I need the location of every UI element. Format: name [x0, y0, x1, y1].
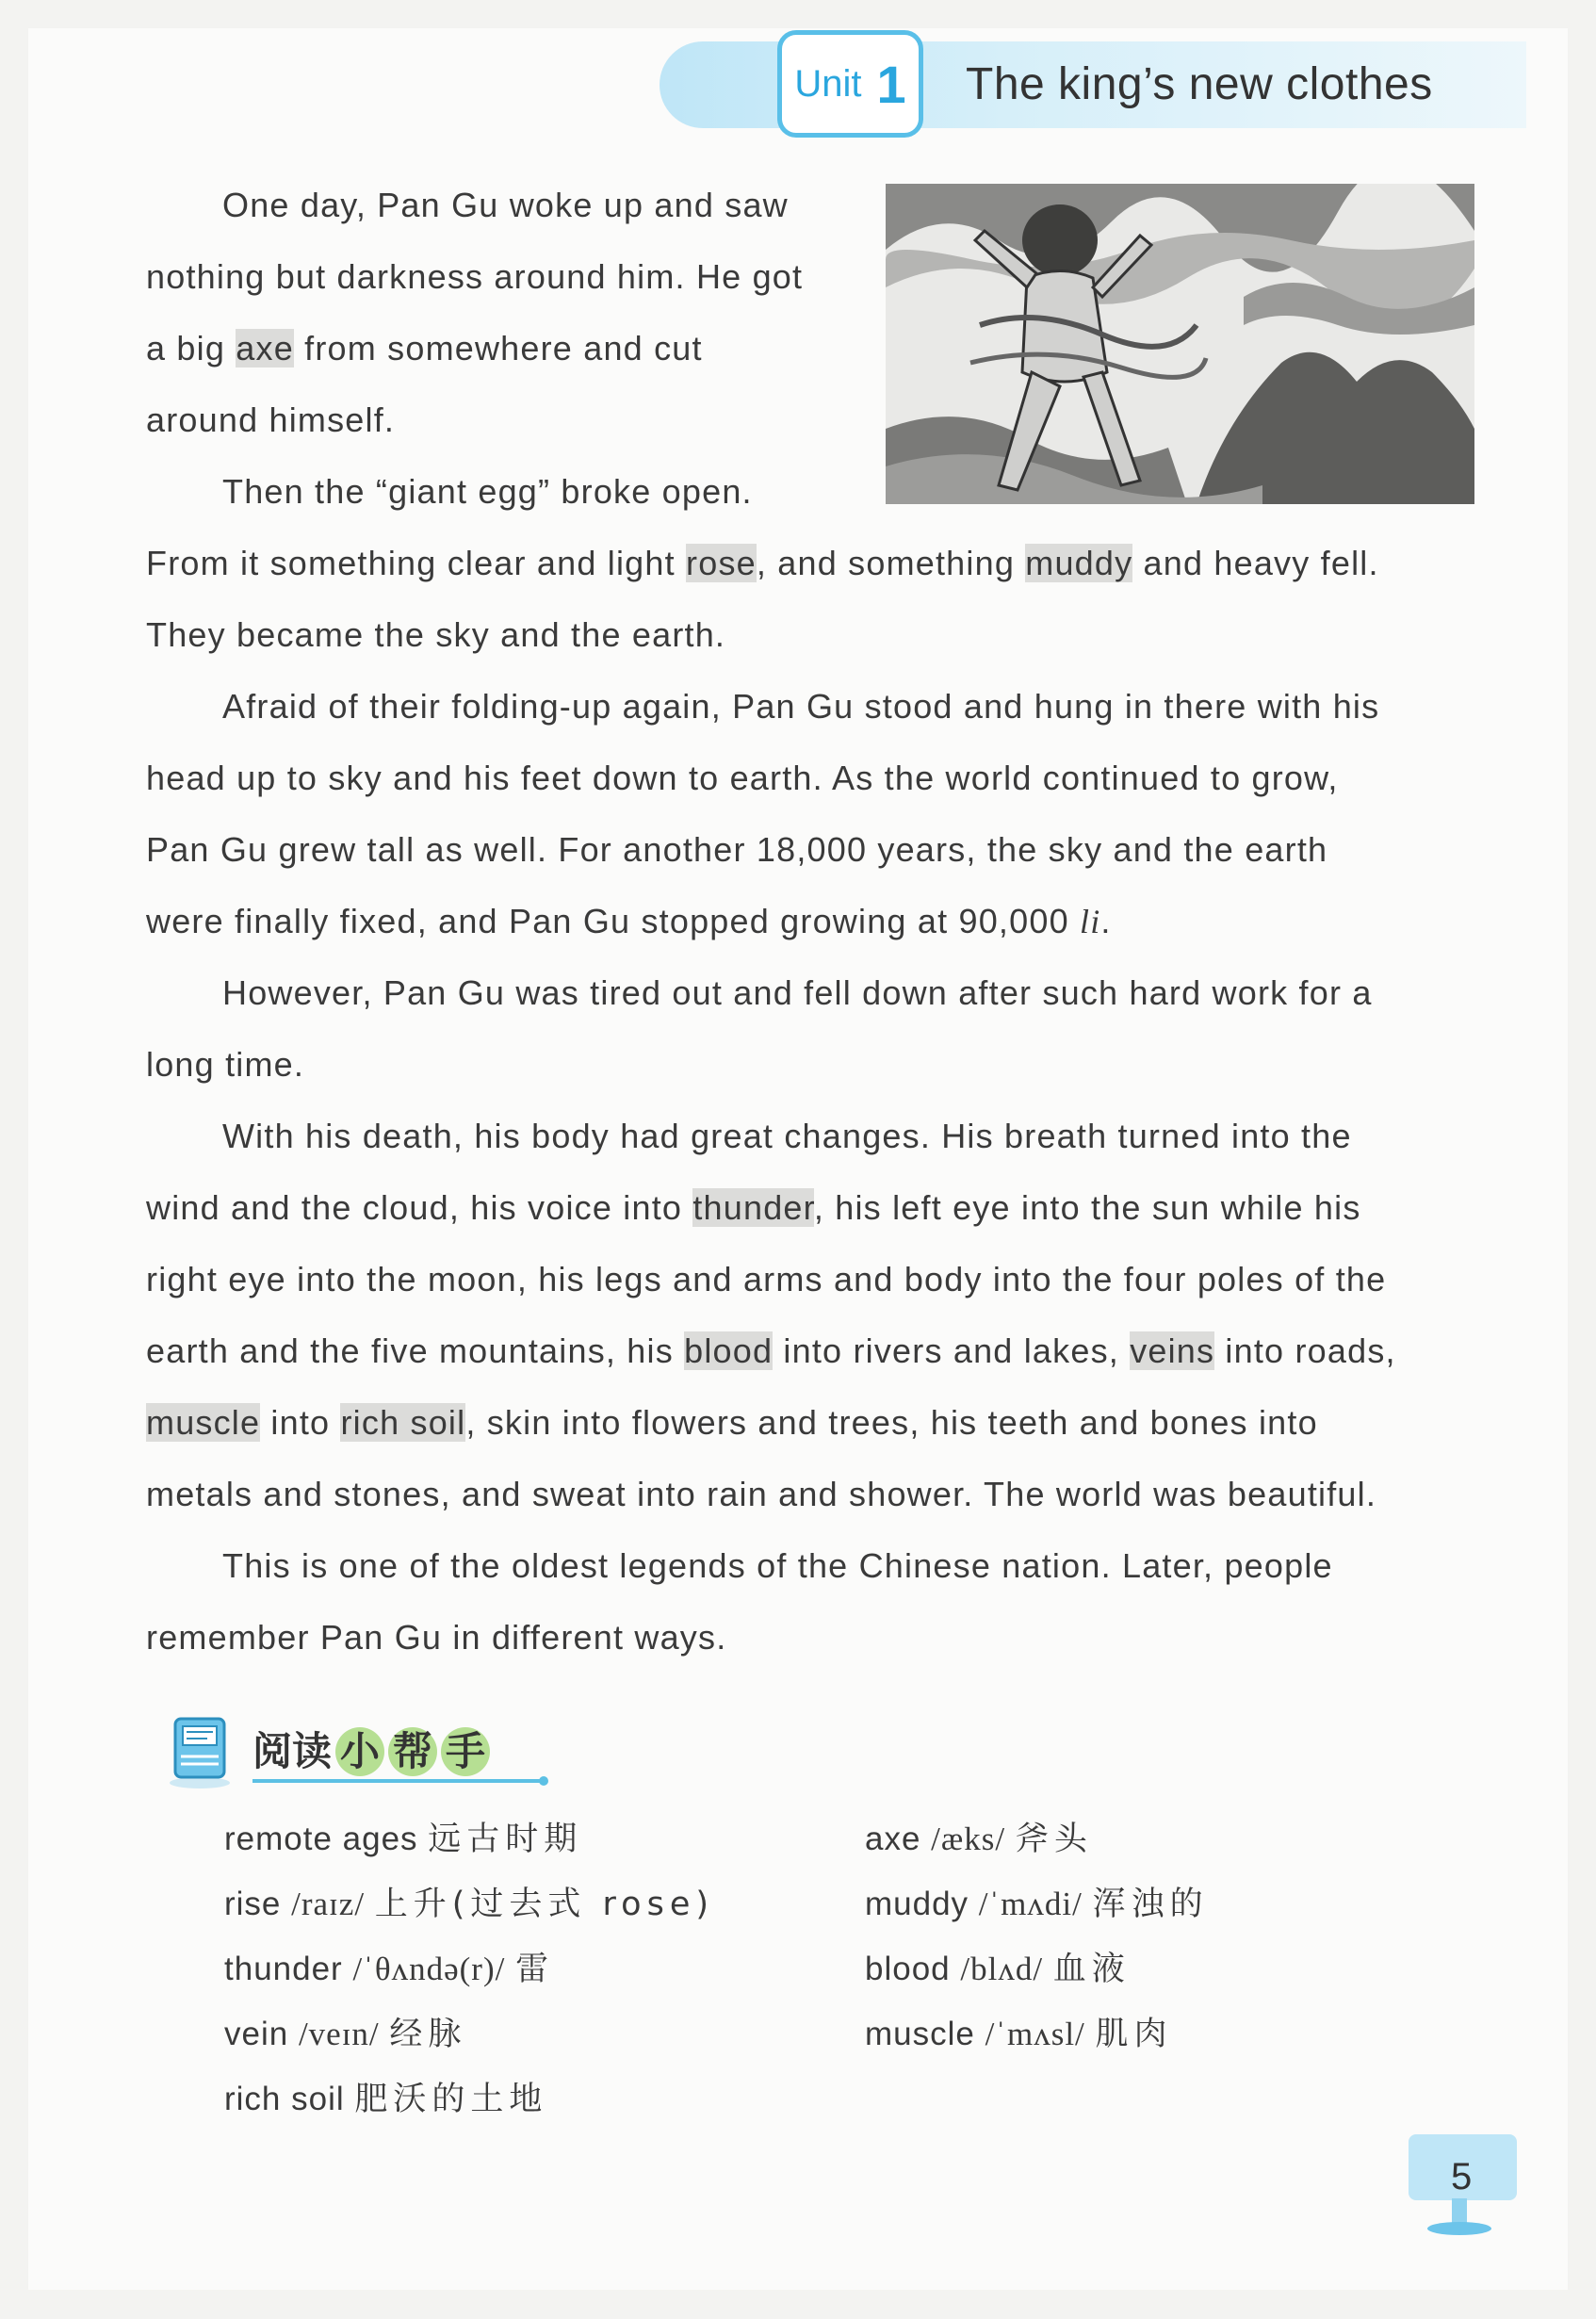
story-line: remember Pan Gu in different ways.: [146, 1618, 727, 1657]
reading-helper-title: 阅读 小 帮 手: [252, 1721, 490, 1777]
vocab-item: axe /æks/ 斧头: [865, 1821, 1093, 1858]
vocab-item: remote ages 远古时期: [224, 1821, 583, 1858]
vocab-highlight-rich-soil: rich soil: [340, 1403, 466, 1442]
vocab-item: rise /raɪz/ 上升(过去式 rose): [224, 1886, 715, 1923]
story-line: a big axe from somewhere and cut: [146, 329, 703, 367]
book-icon: [168, 1715, 232, 1790]
vocab-highlight-muddy: muddy: [1025, 544, 1133, 582]
vocab-item: vein /veɪn/ 经脉: [224, 2016, 467, 2053]
story-line: right eye into the moon, his legs and arms and body into the four poles of the: [146, 1260, 1387, 1298]
story-line: head up to sky and his feet down to earth. As the world continued to grow,: [146, 759, 1339, 797]
vocab-highlight-muscle: muscle: [146, 1403, 261, 1442]
story-line: Then the “giant egg” broke open.: [222, 472, 753, 511]
helper-underline: [252, 1779, 543, 1783]
vocab-item: blood /blʌd/ 血液: [865, 1951, 1131, 1988]
vocab-highlight-rose: rose: [686, 544, 757, 582]
vocab-highlight-thunder: thunder: [692, 1188, 814, 1227]
story-line: were finally fixed, and Pan Gu stopped growing at 90,000 li.: [146, 902, 1112, 940]
helper-underline-dot: [539, 1776, 548, 1786]
unit-badge: [777, 30, 923, 138]
vocab-item: muscle /ˈmʌsl/ 肌肉: [865, 2016, 1173, 2053]
vocab-highlight-blood: blood: [684, 1331, 774, 1370]
pan-gu-illustration: [886, 184, 1474, 504]
story-line: However, Pan Gu was tired out and fell down after such hard work for a: [222, 973, 1373, 1012]
vocab-item: rich soil 肥沃的土地: [224, 2081, 548, 2118]
vocab-item: muddy /ˈmʌdi/ 浑浊的: [865, 1886, 1209, 1923]
vocab-highlight-axe: axe: [236, 329, 294, 367]
story-line: metals and stones, and sweat into rain and shower. The world was beautiful.: [146, 1475, 1377, 1513]
story-line: wind and the cloud, his voice into thunder, his left eye into the sun while his: [146, 1188, 1361, 1227]
vocab-item: thunder /ˈθʌndə(r)/ 雷: [224, 1951, 555, 1988]
story-line: With his death, his body had great changes. His breath turned into the: [222, 1117, 1352, 1155]
story-line: Afraid of their folding-up again, Pan Gu stood and hung in there with his: [222, 687, 1380, 726]
story-line: From it something clear and light rose, and something muddy and heavy fell.: [146, 544, 1379, 582]
story-line: earth and the five mountains, his blood into rivers and lakes, veins into roads,: [146, 1331, 1396, 1370]
story-line: around himself.: [146, 400, 396, 439]
story-line: They became the sky and the earth.: [146, 615, 726, 654]
story-line: Pan Gu grew tall as well. For another 18,000 years, the sky and the earth: [146, 830, 1328, 869]
unit-label: Unit: [794, 62, 862, 105]
unit-number: 1: [876, 54, 906, 114]
page-number: 5: [1451, 2156, 1473, 2197]
story-line: muscle into rich soil, skin into flowers and trees, his teeth and bones into: [146, 1403, 1318, 1442]
unit-title: The king’s new clothes: [966, 59, 1433, 109]
story-line: nothing but darkness around him. He got: [146, 257, 804, 296]
story-line: This is one of the oldest legends of the Chinese nation. Later, people: [222, 1546, 1333, 1585]
vocab-highlight-veins: veins: [1130, 1331, 1215, 1370]
story-line: One day, Pan Gu woke up and saw: [222, 186, 789, 224]
story-line: long time.: [146, 1045, 305, 1084]
